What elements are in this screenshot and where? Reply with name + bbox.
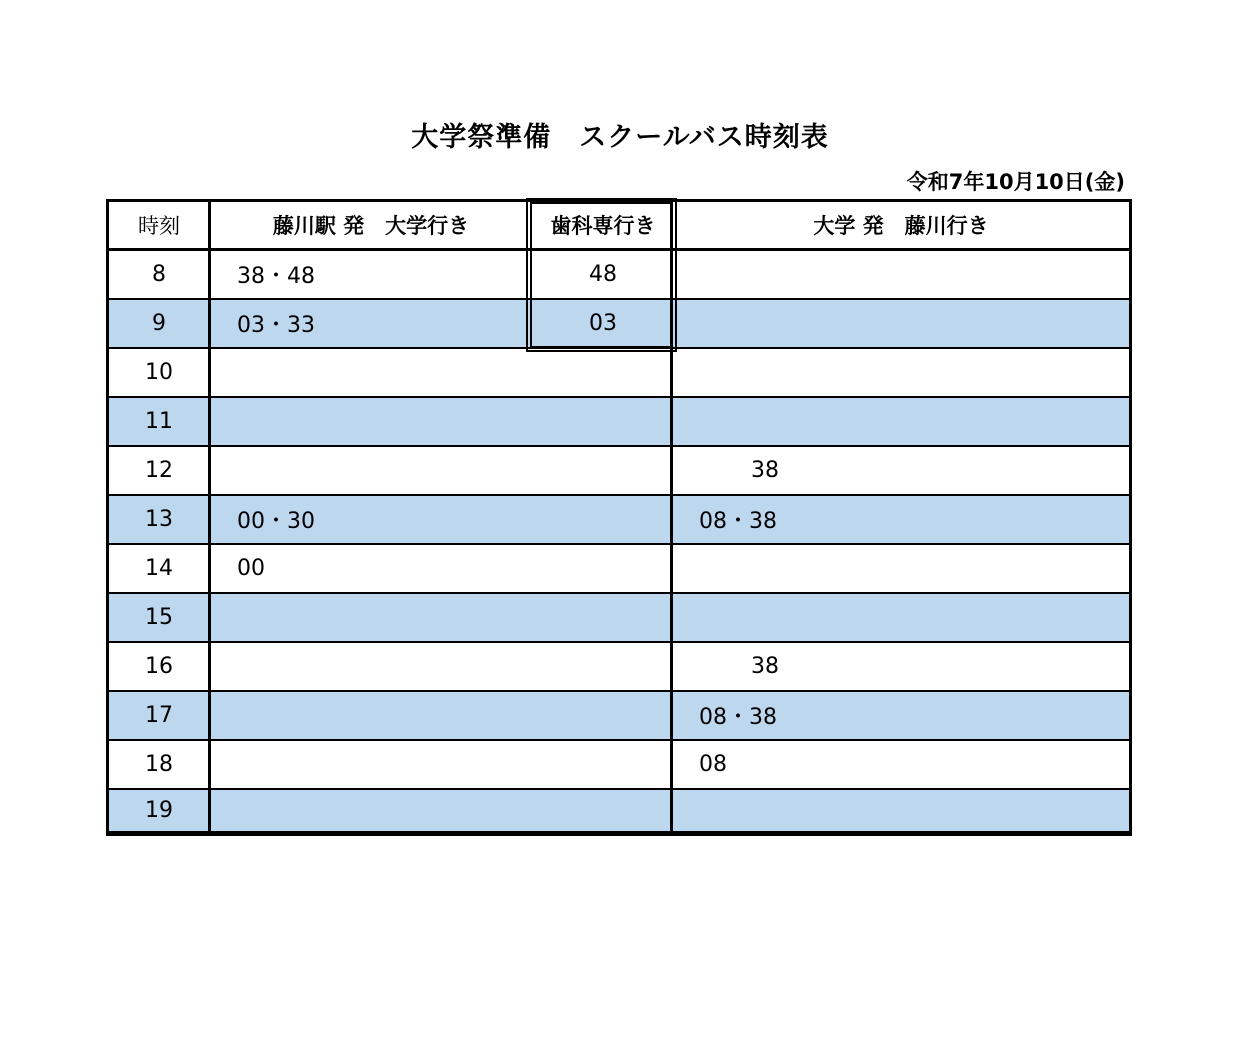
timetable-date: 令和7年10月10日(金) xyxy=(906,170,1125,194)
university-times xyxy=(699,545,1129,592)
table-row xyxy=(109,643,1129,692)
fujikawa-times xyxy=(237,349,527,396)
fujikawa-times: 00・30 xyxy=(237,509,315,534)
dental-times: 03 xyxy=(589,311,617,336)
table-row xyxy=(109,447,1129,496)
header-university-to-fujikawa: 大学 発 藤川行き xyxy=(813,214,989,238)
hour-cell: 16 xyxy=(145,654,173,679)
fujikawa-times xyxy=(237,594,527,641)
hour-cell: 11 xyxy=(145,409,173,434)
hour-cell: 10 xyxy=(145,360,173,385)
university-times xyxy=(699,349,1129,396)
table-row xyxy=(109,741,1129,790)
table-row xyxy=(109,349,1129,398)
header-hour: 時刻 xyxy=(138,214,180,238)
fujikawa-times xyxy=(237,643,527,690)
hour-cell: 8 xyxy=(152,262,166,287)
university-times xyxy=(699,251,1129,298)
fujikawa-times: 00 xyxy=(237,556,265,581)
dental-times: 48 xyxy=(589,262,617,287)
hour-cell: 17 xyxy=(145,703,173,728)
table-row xyxy=(109,398,1129,447)
fujikawa-times: 38・48 xyxy=(237,264,315,289)
hour-cell: 15 xyxy=(145,605,173,630)
university-times: 38 xyxy=(751,654,779,679)
university-times: 08・38 xyxy=(699,509,777,534)
hour-cell: 13 xyxy=(145,507,173,532)
university-times xyxy=(699,790,1129,831)
hour-cell: 18 xyxy=(145,752,173,777)
hour-cell: 9 xyxy=(152,311,166,336)
dental-column-box xyxy=(530,202,673,348)
hour-cell: 14 xyxy=(145,556,173,581)
fujikawa-times xyxy=(237,447,527,494)
university-times xyxy=(699,300,1129,347)
header-fujikawa-to-university: 藤川駅 発 大学行き xyxy=(272,214,470,238)
hour-cell: 12 xyxy=(145,458,173,483)
university-times: 08・38 xyxy=(699,705,777,730)
table-row xyxy=(109,496,1129,545)
timetable xyxy=(106,199,1132,836)
university-times xyxy=(699,398,1129,445)
table-row xyxy=(109,594,1129,643)
header-to-dental-school: 歯科専行き xyxy=(550,214,656,238)
fujikawa-times xyxy=(237,398,527,445)
page-title: 大学祭準備 スクールバス時刻表 xyxy=(411,122,829,153)
table-row xyxy=(109,790,1129,833)
table-row xyxy=(109,545,1129,594)
university-times: 38 xyxy=(751,458,779,483)
university-times: 08 xyxy=(699,752,727,777)
fujikawa-times xyxy=(237,692,527,739)
fujikawa-times: 03・33 xyxy=(237,313,315,338)
hour-cell: 19 xyxy=(145,798,173,823)
fujikawa-times xyxy=(237,741,527,788)
university-times xyxy=(699,594,1129,641)
column-divider xyxy=(208,202,211,833)
table-row xyxy=(109,692,1129,741)
fujikawa-times xyxy=(237,790,527,831)
